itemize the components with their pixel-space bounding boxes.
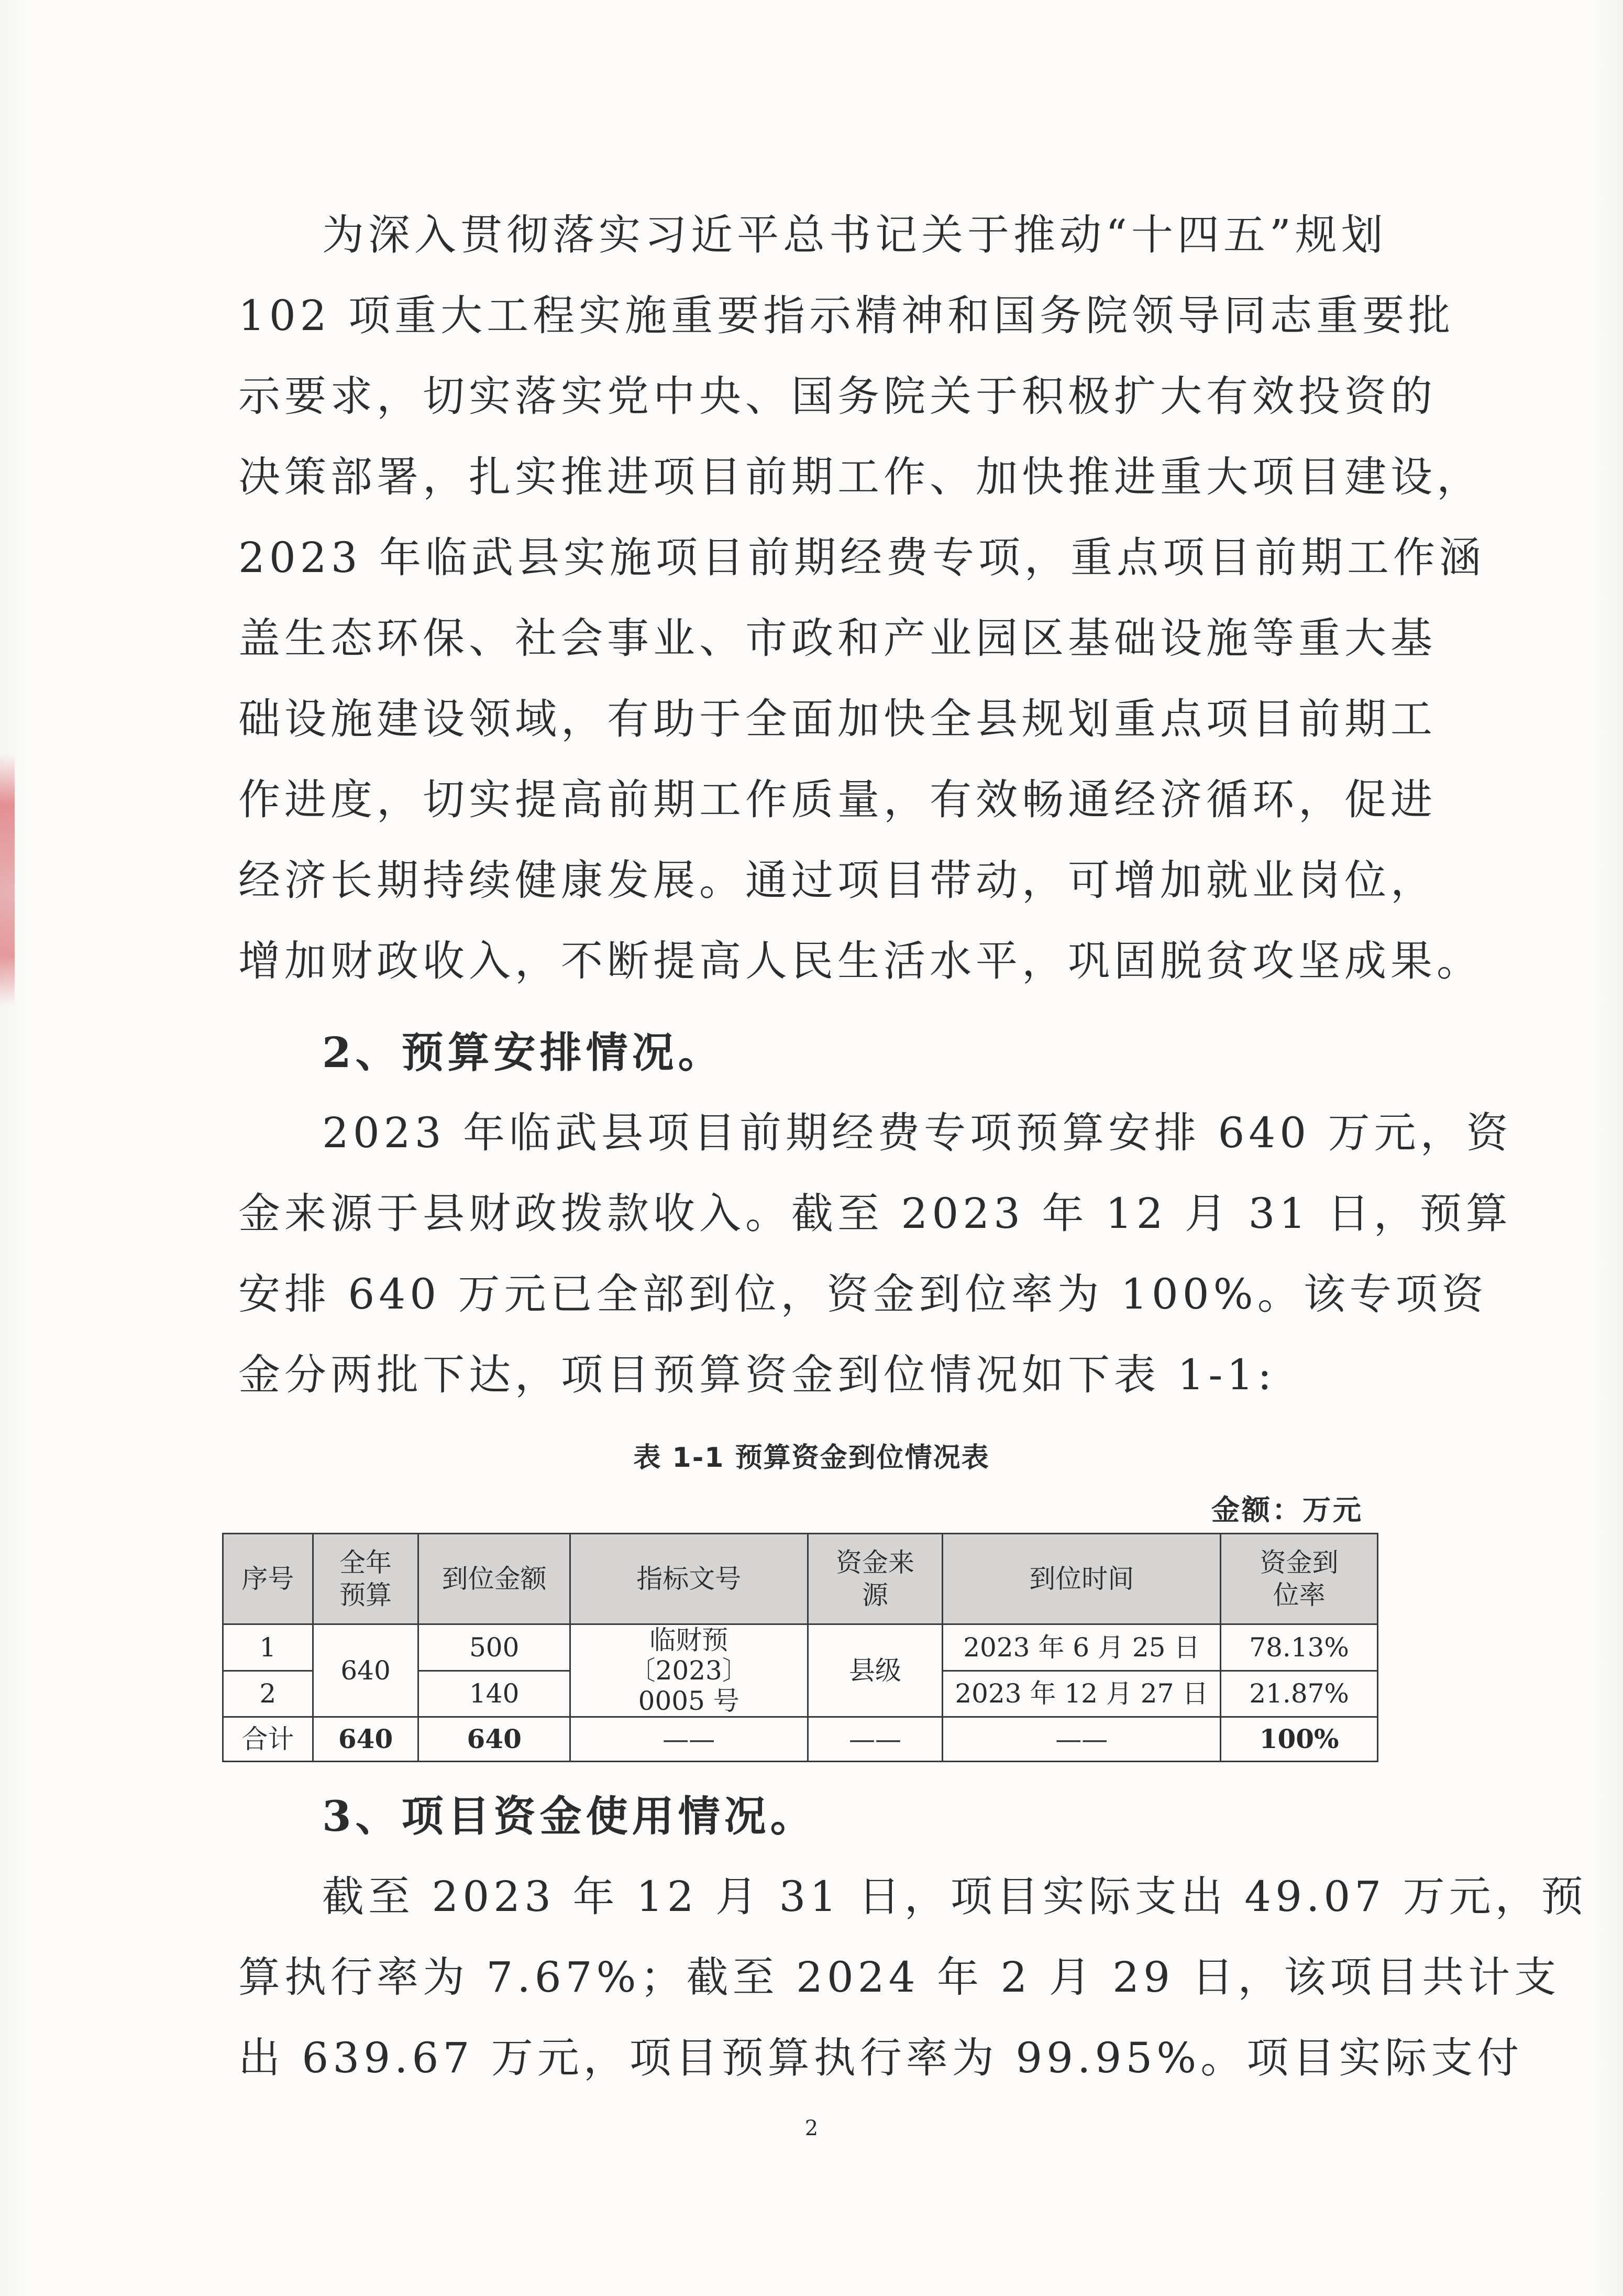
cell-rate: 21.87% <box>1221 1671 1378 1717</box>
text-line: 安排 640 万元已全部到位，资金到位率为 100%。该专项资 <box>238 1270 1488 1319</box>
cell-annual-budget: 640 <box>313 1624 418 1717</box>
table-unit: 金额：万元 <box>1211 1493 1363 1526</box>
cell-no: 2 <box>223 1671 313 1717</box>
seal-stamp-edge <box>0 754 15 1006</box>
cell-time: 2023 年 12 月 27 日 <box>943 1671 1221 1717</box>
text-line: 102 项重大工程实施重要指示精神和国务院领导同志重要批 <box>238 291 1455 340</box>
text-line: 决策部署，扎实推进项目前期工作、加快推进重大项目建设， <box>238 453 1483 501</box>
cell-doc-number: 临财预〔2023〕0005 号 <box>570 1624 808 1717</box>
text-line: 2023 年临武县项目前期经费专项预算安排 640 万元，资 <box>322 1108 1512 1157</box>
section-heading-budget <box>238 1012 1364 1093</box>
header-cell: 到位时间 <box>943 1534 1221 1624</box>
text-line: 为深入贯彻落实习近平总书记关于推动“十四五”规划 <box>322 211 1387 259</box>
text-line: 础设施建设领域，有助于全面加快全县规划重点项目前期工 <box>238 695 1437 743</box>
heading-text: 2、预算安排情况。 <box>322 1028 724 1077</box>
cell-amount: 500 <box>418 1624 570 1671</box>
header-cell: 资金来源 <box>808 1534 943 1624</box>
text-line: 2023 年临武县实施项目前期经费专项，重点项目前期工作涵 <box>238 533 1486 582</box>
paragraph-1 <box>238 195 1486 1002</box>
text-line: 出 639.67 万元，项目预算执行率为 99.95%。项目实际支付 <box>238 2034 1523 2082</box>
text-line: 示要求，切实落实党中央、国务院关于积极扩大有效投资的 <box>238 372 1437 421</box>
text-line: 截至 2023 年 12 月 31 日，项目实际支出 49.07 万元，预 <box>322 1872 1587 1921</box>
section-heading-usage <box>238 1776 1364 1856</box>
text-line: 金分两批下达，项目预算资金到位情况如下表 1-1: <box>238 1350 1276 1399</box>
cell-total-time: —— <box>943 1717 1221 1762</box>
text-line: 增加财政收入，不断提高人民生活水平，巩固脱贫攻坚成果。 <box>238 937 1483 985</box>
text-line: 作进度，切实提高前期工作质量，有效畅通经济循环，促进 <box>238 775 1437 824</box>
table-caption: 表 1-1 预算资金到位情况表 <box>633 1442 990 1474</box>
text-line: 算执行率为 7.67%；截至 2024 年 2 月 29 日，该项目共计支 <box>238 1953 1561 2002</box>
cell-total-rate: 100% <box>1221 1717 1378 1762</box>
cell-total-label: 合计 <box>223 1717 313 1762</box>
header-cell: 序号 <box>223 1534 313 1624</box>
cell-total-annual: 640 <box>313 1717 418 1762</box>
paragraph-2 <box>238 1093 1512 1415</box>
header-cell: 全年预算 <box>313 1534 418 1624</box>
budget-table <box>222 1533 1378 1762</box>
cell-total-doc: —— <box>570 1717 808 1762</box>
text-line: 经济长期持续健康发展。通过项目带动，可增加就业岗位， <box>238 856 1437 905</box>
heading-text: 3、项目资金使用情况。 <box>322 1792 816 1841</box>
cell-no: 1 <box>223 1624 313 1671</box>
cell-total-amount: 640 <box>418 1717 570 1762</box>
cell-source: 县级 <box>808 1624 943 1717</box>
text-line: 金来源于县财政拨款收入。截至 2023 年 12 月 31 日，预算 <box>238 1189 1512 1238</box>
cell-rate: 78.13% <box>1221 1624 1378 1671</box>
header-cell: 指标文号 <box>570 1534 808 1624</box>
paragraph-3 <box>238 1856 1587 2099</box>
header-cell: 资金到位率 <box>1221 1534 1378 1624</box>
table-row <box>223 1624 1378 1671</box>
header-cell: 到位金额 <box>418 1534 570 1624</box>
cell-total-source: —— <box>808 1717 943 1762</box>
table-header-row <box>223 1534 1378 1624</box>
table-total-row <box>223 1717 1378 1762</box>
page-number: 2 <box>804 2116 819 2140</box>
cell-amount: 140 <box>418 1671 570 1717</box>
text-line: 盖生态环保、社会事业、市政和产业园区基础设施等重大基 <box>238 614 1437 663</box>
cell-time: 2023 年 6 月 25 日 <box>943 1624 1221 1671</box>
